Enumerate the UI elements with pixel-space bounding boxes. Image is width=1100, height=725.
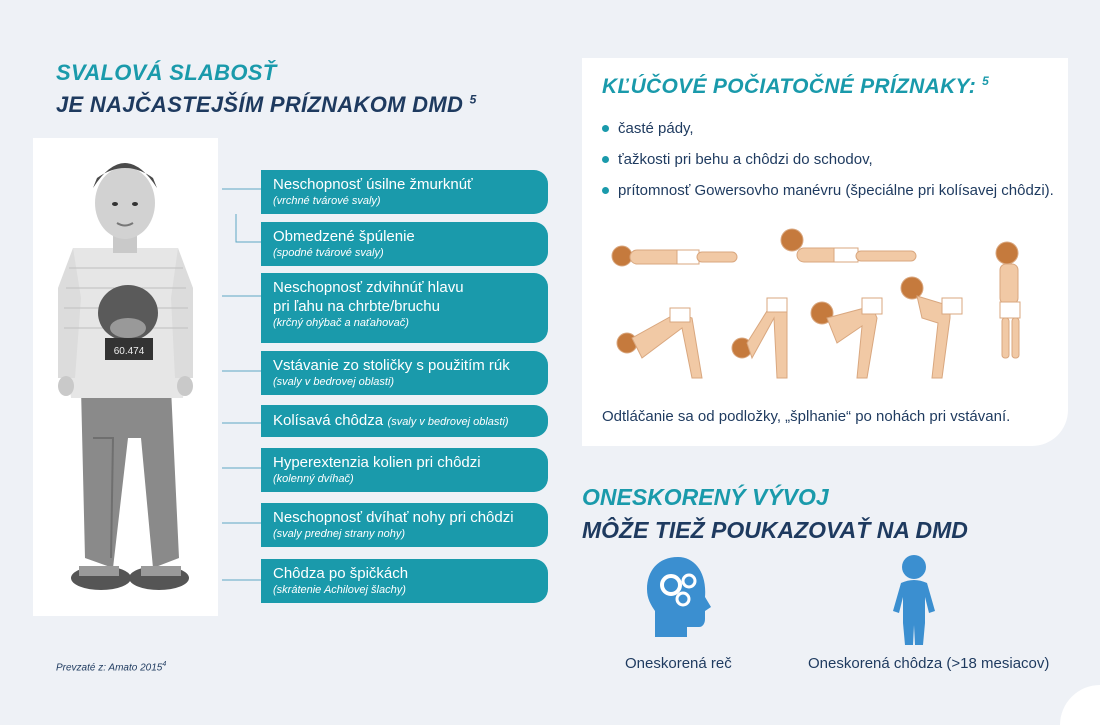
list-item-text: ťažkosti pri behu a chôdzi do schodov,: [618, 151, 873, 168]
symptom-sub: (svaly v bedrovej oblasti): [273, 376, 395, 388]
symptom-box-blink: [261, 170, 548, 214]
section-title-text: JE NAJČASTEJŠÍM PRÍZNAKOM DMD: [56, 92, 464, 117]
credit-text: Prevzaté z: Amato 2015: [56, 662, 163, 674]
bullet-dot-icon: [602, 187, 609, 194]
source-credit: [56, 661, 166, 673]
key-signs-title: [602, 74, 989, 99]
toddler-icon: [887, 553, 942, 653]
symptom-main: Obmedzené špúlenie: [273, 228, 415, 245]
list-item-text: prítomnosť Gowersovho manévru (špeciálne pri kolísavej chôdzi).: [618, 182, 1054, 199]
symptom-sub: (krčný ohýbač a naťahovač): [273, 317, 409, 329]
delayed-walking-label: Oneskorená chôdza (>18 mesiacov): [808, 655, 1050, 672]
symptom-main: Kolísavá chôdza: [273, 412, 384, 429]
symptom-sub: (spodné tvárové svaly): [273, 247, 384, 259]
list-item: [600, 182, 1054, 213]
key-signs-list: [600, 120, 1054, 213]
key-signs-title-ref: 5: [982, 74, 990, 88]
symptom-box-knee: [261, 448, 548, 492]
symptom-sub: (vrchné tvárové svaly): [273, 195, 381, 207]
symptom-main: Neschopnosť dvíhať nohy pri chôdzi: [273, 509, 514, 526]
symptom-main: Vstávanie zo stoličky s použitím rúk: [273, 357, 510, 374]
symptom-main: Hyperextenzia kolien pri chôdzi: [273, 454, 481, 471]
symptom-sub: (kolenný dvíhač): [273, 473, 354, 485]
symptom-main: Chôdza po špičkách: [273, 565, 409, 582]
head-gears-icon: [643, 555, 713, 645]
key-signs-card: [582, 58, 1068, 446]
list-item-text: časté pády,: [618, 120, 694, 137]
symptom-box-pucker: [261, 222, 548, 266]
bullet-dot-icon: [602, 125, 609, 132]
key-signs-title-text: KĽÚČOVÉ POČIATOČNÉ PRÍZNAKY:: [602, 75, 976, 98]
symptom-sub: (skrátenie Achilovej šlachy): [273, 584, 406, 596]
symptom-box-head-lift: [261, 273, 548, 343]
section-title-line1: SVALOVÁ SLABOSŤ: [56, 60, 277, 85]
symptom-box-chair: [261, 351, 548, 395]
symptom-sub: (svaly v bedrovej oblasti): [387, 416, 509, 428]
development-title-line1: ONESKORENÝ VÝVOJ: [582, 484, 829, 510]
delayed-speech-label: Oneskorená reč: [625, 655, 732, 672]
symptom-box-foot-lift: [261, 503, 548, 547]
list-item: [600, 120, 1054, 151]
symptom-sub: (svaly prednej strany nohy): [273, 528, 406, 540]
photo-number-text: 60.474: [113, 346, 145, 357]
list-item: [600, 151, 1054, 182]
symptom-main-line1: Neschopnosť zdvihnúť hlavu: [273, 279, 464, 296]
gowers-maneuver-illustration: [582, 218, 1068, 398]
symptom-box-waddle: [261, 405, 548, 437]
bullet-dot-icon: [602, 156, 609, 163]
credit-ref: 4: [162, 661, 167, 668]
symptom-main-line2: pri ľahu na chrbte/bruchu: [273, 298, 440, 315]
development-title-line2: MÔŽE TIEŽ POUKAZOVAŤ NA DMD: [582, 517, 968, 543]
section-title-ref: 5: [469, 92, 477, 107]
symptom-main: Neschopnosť úsilne žmurknúť: [273, 176, 473, 193]
symptom-box-toe-walk: [261, 559, 548, 603]
gowers-caption: Odtláčanie sa od podložky, „šplhanie“ po nohách pri vstávaní.: [602, 408, 1011, 425]
